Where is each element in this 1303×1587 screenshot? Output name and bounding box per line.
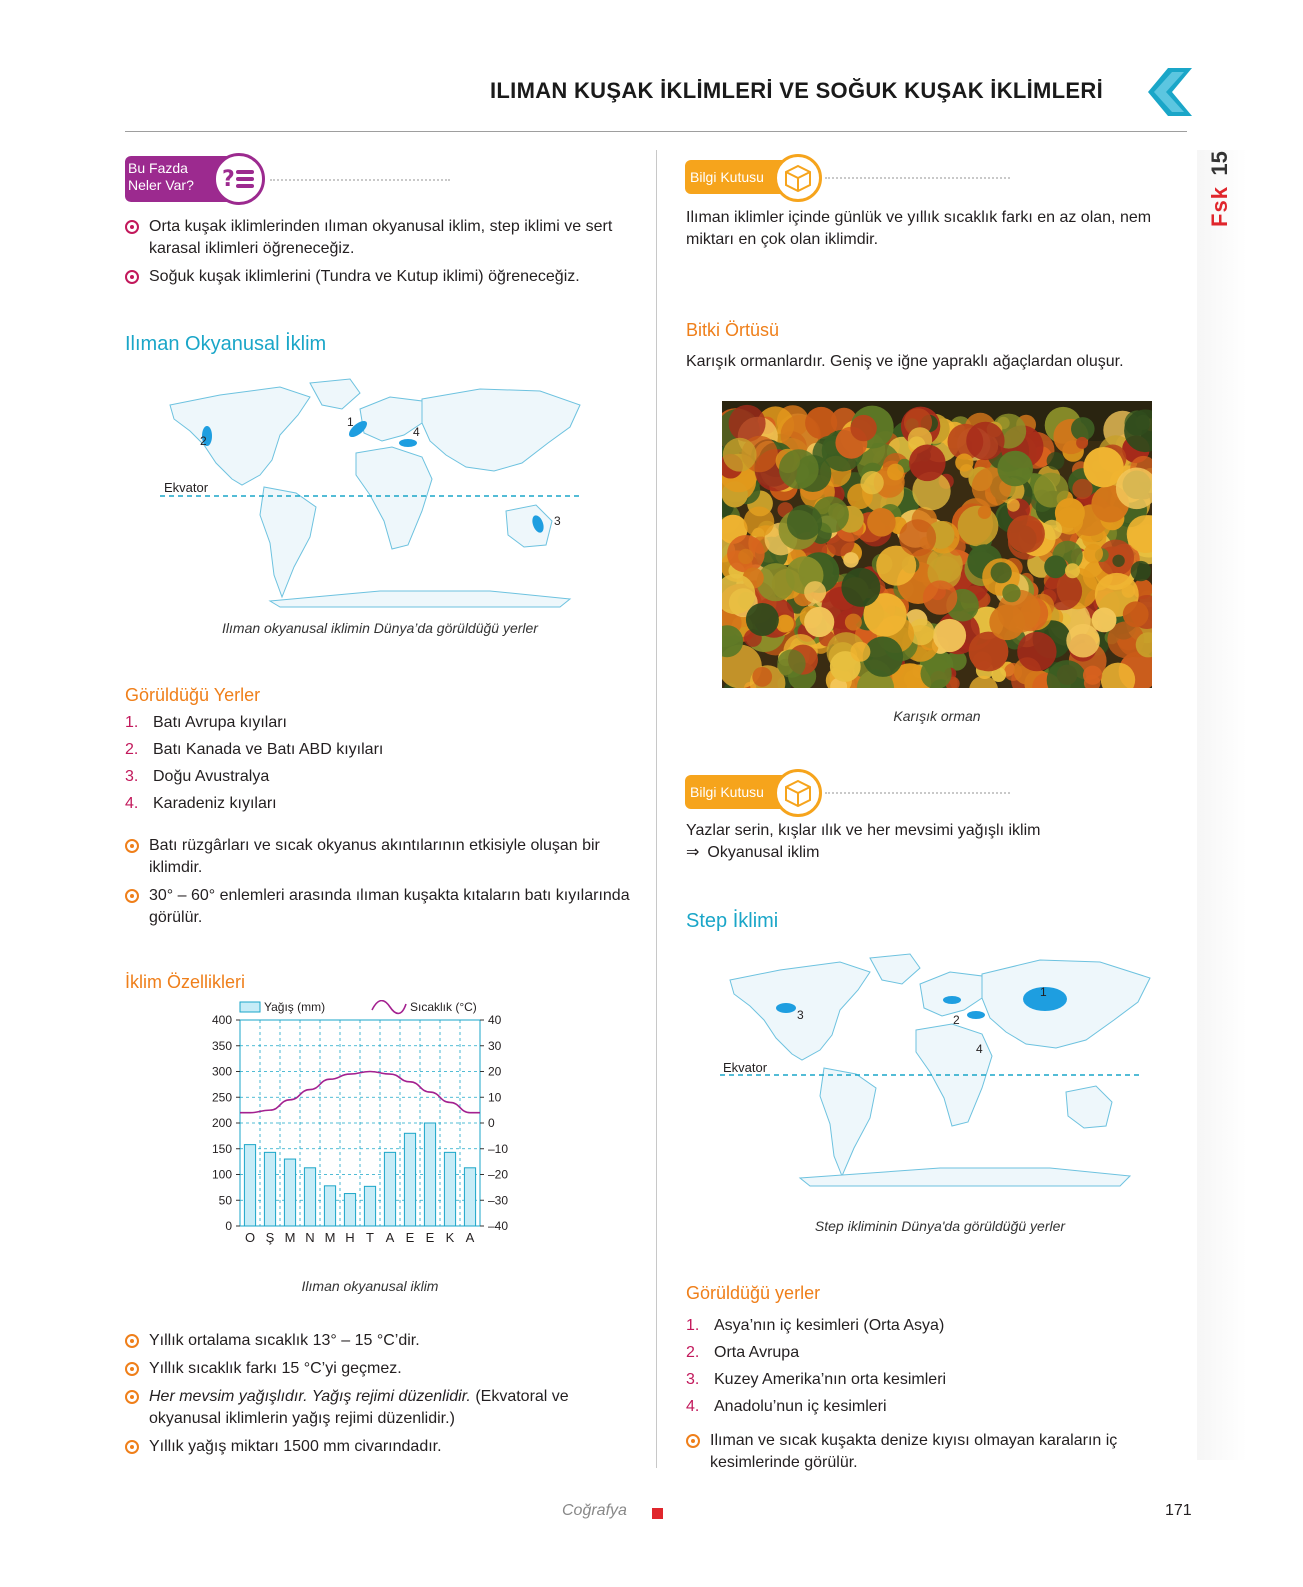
box-icon xyxy=(774,769,822,817)
tree-crown xyxy=(1042,520,1062,540)
list-icon xyxy=(213,153,265,205)
precipitation-bar xyxy=(324,1186,335,1226)
tree-crown xyxy=(867,508,896,537)
list-item: 30° – 60° enlemleri arasında ılıman kuşakta kıtaların batı kıyılarında görülür. xyxy=(125,885,630,929)
tree-crown xyxy=(744,507,775,538)
y2-tick-label: 10 xyxy=(488,1090,502,1105)
x-tick-label: H xyxy=(345,1230,355,1245)
list-item: 4. Karadeniz kıyıları xyxy=(125,795,277,812)
tree-crown xyxy=(997,451,1033,487)
tree-crown xyxy=(787,505,822,540)
tree-crown xyxy=(1007,515,1045,553)
precipitation-bar xyxy=(464,1168,475,1226)
equator-label: Ekvator xyxy=(164,480,209,495)
y-tick-label: 250 xyxy=(211,1090,232,1105)
marker-label: 4 xyxy=(413,425,420,439)
tree-crown xyxy=(804,581,826,603)
tree-crown xyxy=(899,519,936,556)
list-item: Batı rüzgârları ve sıcak okyanus akıntılarının etkisiyle oluşan bir iklimdir. xyxy=(125,835,630,879)
tree-crown xyxy=(746,603,779,636)
bullet-icon xyxy=(125,1334,139,1348)
list-item: 1. Asya’nın iç kesimleri (Orta Asya) xyxy=(686,1317,945,1334)
tree-crown xyxy=(1076,437,1088,449)
list-item: 3. Kuzey Amerika’nın orta kesimleri xyxy=(686,1371,947,1388)
column-divider xyxy=(656,150,657,1468)
list-item: Yıllık sıcaklık farkı 15 °C’yi geçmez. xyxy=(125,1358,630,1380)
steppe-heading: Step İklimi xyxy=(686,910,779,932)
tree-crown xyxy=(1072,479,1092,499)
bullet-icon xyxy=(125,270,139,284)
tree-crown xyxy=(1131,561,1151,581)
x-tick-label: M xyxy=(324,1230,336,1245)
x-tick-label: Ş xyxy=(265,1230,275,1245)
legend-precipitation-swatch xyxy=(240,1002,260,1012)
bullet-icon xyxy=(125,839,139,853)
tree-crown xyxy=(841,568,880,607)
bullet-icon xyxy=(125,1440,139,1454)
x-tick-label: N xyxy=(305,1230,315,1245)
marker-label: 3 xyxy=(554,514,561,528)
fasikul-number: 15 xyxy=(1207,151,1232,176)
x-tick-label: T xyxy=(366,1230,374,1245)
region-marker xyxy=(776,1003,796,1013)
tree-crown xyxy=(1092,608,1117,633)
y-tick-label: 300 xyxy=(211,1064,232,1079)
region-marker xyxy=(943,996,961,1004)
dotted-line xyxy=(825,792,1010,794)
tree-crown xyxy=(1084,544,1103,563)
y2-tick-label: –20 xyxy=(488,1167,509,1182)
bullet-icon xyxy=(125,1390,139,1404)
tree-crown xyxy=(777,649,805,677)
y-tick-label: 350 xyxy=(211,1038,232,1053)
list-item: Her mevsim yağışlıdır. Yağış rejimi düzenlidir. (Ekvatoral ve okyanusal iklimlerin yağış rejimi düzenlidir.) xyxy=(125,1386,630,1430)
tree-crown xyxy=(991,562,1012,583)
forest-caption: Karışık orman xyxy=(893,708,981,724)
tree-crown xyxy=(850,642,870,662)
vegetation-text: Karışık ormanlardır. Geniş ve iğne yapraklı ağaçlardan oluşur. xyxy=(686,353,1124,370)
marker-label: 2 xyxy=(200,434,207,448)
y2-tick-label: 0 xyxy=(488,1116,495,1130)
precipitation-bar xyxy=(424,1123,435,1226)
equator-label: Ekvator xyxy=(723,1060,768,1075)
vegetation-heading: Bitki Örtüsü xyxy=(686,320,780,340)
tree-crown xyxy=(1007,499,1020,512)
precipitation-bar xyxy=(304,1168,315,1226)
y2-tick-label: 40 xyxy=(488,1013,502,1027)
y2-tick-label: –30 xyxy=(488,1193,509,1208)
tree-crown xyxy=(1065,563,1080,578)
x-tick-label: M xyxy=(284,1230,296,1245)
tree-crown xyxy=(1123,601,1149,627)
features-list xyxy=(125,1330,630,1458)
legend-temperature-label: Sıcaklık (°C) xyxy=(410,1000,477,1014)
map-caption: Ilıman okyanusal iklimin Dünya’da görüldüğü yerler xyxy=(222,620,538,636)
places-heading: Görüldüğü Yerler xyxy=(125,685,261,705)
x-tick-label: E xyxy=(405,1230,415,1245)
tree-crown xyxy=(887,464,904,481)
y2-tick-label: 20 xyxy=(488,1064,502,1079)
intro-badge-label: Bu Fazda Neler Var? xyxy=(128,160,194,193)
tree-crown xyxy=(1002,584,1020,602)
x-tick-label: O xyxy=(244,1230,256,1245)
page-number: 171 xyxy=(1165,1502,1192,1519)
bilgi-badge-label: Bilgi Kutusu xyxy=(690,784,764,800)
bullet-icon xyxy=(125,1362,139,1376)
places-list xyxy=(125,712,630,820)
list-item: 3. Doğu Avustralya xyxy=(125,768,270,785)
tree-crown xyxy=(1017,632,1056,671)
tree-crown xyxy=(933,619,966,652)
region-marker xyxy=(399,439,417,447)
tree-crown xyxy=(850,415,876,441)
dotted-line xyxy=(825,177,1010,179)
marker-label: 4 xyxy=(976,1042,983,1056)
header-rule xyxy=(125,131,1187,132)
tree-crown xyxy=(909,445,946,482)
y2-tick-label: –40 xyxy=(488,1219,509,1233)
marker-label: 1 xyxy=(1040,985,1047,999)
marker-label: 2 xyxy=(953,1013,960,1027)
legend-precipitation-label: Yağış (mm) xyxy=(264,1000,326,1014)
footer-subject: Coğrafya xyxy=(562,1502,627,1519)
tree-crown xyxy=(723,438,757,472)
marker-label: 3 xyxy=(797,1008,804,1022)
list-item: Orta kuşak iklimlerinden ılıman okyanusal iklim, step iklimi ve sert karasal iklimleri öğreneceğiz. xyxy=(125,216,630,260)
list-item: Yıllık yağış miktarı 1500 mm civarındadır. xyxy=(125,1436,630,1458)
x-tick-label: K xyxy=(445,1230,455,1245)
tree-crown xyxy=(738,549,753,564)
precipitation-bar xyxy=(284,1159,295,1226)
bullet-icon xyxy=(686,1434,700,1448)
marker-label: 1 xyxy=(347,415,354,429)
chevron-left-icon xyxy=(1148,68,1192,116)
bilgi-text: Yazlar serin, kışlar ılık ve her mevsimi yağışlı iklim ⇒ Okyanusal iklim xyxy=(686,822,1041,861)
tree-crown xyxy=(845,614,862,631)
tree-crown xyxy=(1083,666,1102,685)
steppe-note xyxy=(686,1430,1191,1474)
map-caption: Step ikliminin Dünya'da görüldüğü yerler xyxy=(814,1218,1066,1234)
bilgi-text: Ilıman iklimler içinde günlük ve yıllık sıcaklık farkı en az olan, nem miktarı en çok olan iklimdir. xyxy=(686,209,1152,248)
tree-crown xyxy=(843,552,859,568)
precipitation-bar xyxy=(404,1133,415,1226)
tree-crown xyxy=(923,580,957,614)
bullet-icon xyxy=(125,889,139,903)
steppe-world-map xyxy=(720,950,1160,1200)
box-icon xyxy=(774,154,822,202)
tree-crown xyxy=(1044,555,1067,578)
x-tick-label: A xyxy=(465,1230,475,1245)
legend-temperature-swatch xyxy=(372,1001,406,1014)
tree-crown xyxy=(1112,555,1124,567)
svg-text:?: ? xyxy=(222,167,235,192)
steppe-places-heading: Görüldüğü yerler xyxy=(686,1283,821,1303)
page-title: ILIMAN KUŞAK İKLİMLERİ VE SOĞUK KUŞAK İKLİMLERİ xyxy=(490,78,1103,103)
bullet-icon xyxy=(125,220,139,234)
y2-tick-label: –10 xyxy=(488,1141,509,1156)
precipitation-bar xyxy=(444,1152,455,1226)
region-marker xyxy=(967,1011,985,1019)
fasikul-label: Fsk xyxy=(1207,186,1232,227)
y-tick-label: 200 xyxy=(211,1116,232,1130)
list-item: Ilıman ve sıcak kuşakta denize kıyısı olmayan karaların iç kesimlerinde görülür. xyxy=(686,1430,1191,1474)
y-tick-label: 150 xyxy=(211,1141,232,1156)
tree-crown xyxy=(921,658,952,688)
y-tick-label: 100 xyxy=(211,1167,232,1182)
fasikul-tab xyxy=(1200,150,1240,260)
oceanic-world-map xyxy=(160,375,600,615)
tree-crown xyxy=(1047,452,1065,470)
precipitation-bar xyxy=(364,1186,375,1226)
y-tick-label: 50 xyxy=(218,1193,232,1208)
y-tick-label: 400 xyxy=(211,1013,232,1027)
chart-caption: Ilıman okyanusal iklim xyxy=(301,1278,439,1294)
list-item: Soğuk kuşak iklimlerini (Tundra ve Kutup iklimi) öğreneceğiz. xyxy=(125,266,630,288)
steppe-places-list xyxy=(686,1315,1191,1423)
oceanic-heading: Ilıman Okyanusal İklim xyxy=(125,333,327,355)
x-tick-label: E xyxy=(425,1230,435,1245)
dotted-line xyxy=(270,179,450,181)
features-heading: İklim Özellikleri xyxy=(125,972,246,992)
precipitation-bar xyxy=(384,1152,395,1226)
climate-chart xyxy=(200,1000,540,1270)
tree-crown xyxy=(966,422,1004,460)
tree-crown xyxy=(955,454,973,472)
list-item: 2. Batı Kanada ve Batı ABD kıyıları xyxy=(125,741,384,758)
list-item: 1. Batı Avrupa kıyıları xyxy=(125,714,287,731)
tree-crown xyxy=(752,667,772,687)
tree-crown xyxy=(978,506,991,519)
tree-crown xyxy=(1066,624,1100,658)
bilgi-badge-label: Bilgi Kutusu xyxy=(690,169,764,185)
y-tick-label: 0 xyxy=(225,1219,232,1233)
mixed-forest-photo xyxy=(722,401,1152,688)
tree-crown xyxy=(779,449,819,489)
list-item: 4. Anadolu’nun iç kesimleri xyxy=(686,1398,887,1415)
precipitation-bar xyxy=(344,1194,355,1226)
precipitation-bar xyxy=(264,1152,275,1226)
x-tick-label: A xyxy=(385,1230,395,1245)
precipitation-bar xyxy=(244,1145,255,1226)
arrow-icon: ⇒ xyxy=(686,844,700,861)
list-item: Yıllık ortalama sıcaklık 13° – 15 °C’dir. xyxy=(125,1330,630,1352)
side-tab xyxy=(1197,150,1247,1460)
intro-list xyxy=(125,216,630,288)
tree-crown xyxy=(804,607,834,637)
tree-crown xyxy=(860,471,883,494)
list-item: 2. Orta Avrupa xyxy=(686,1344,800,1361)
y2-tick-label: 30 xyxy=(488,1038,502,1053)
notes-list xyxy=(125,835,630,929)
footer-square-icon xyxy=(652,1508,663,1519)
